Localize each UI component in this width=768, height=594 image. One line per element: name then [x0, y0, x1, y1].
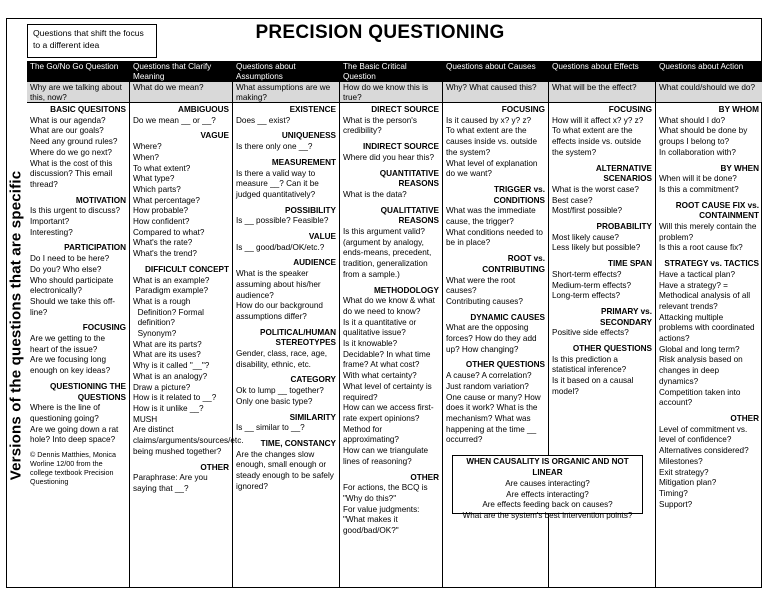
question-line: Ok to lump __ together? [236, 386, 324, 396]
question-line: Is there a valid way to measure __? Can it be judged quantitatively? [236, 168, 322, 199]
question-line: With what certainty? [343, 371, 417, 381]
question-line: Risk analysis based on changes in deep dynamics? [659, 355, 746, 386]
question-line: Is it caused by x? y? z? [446, 115, 532, 125]
causality-line: What are the system's best intervention points? [462, 510, 633, 520]
column-assumptions [232, 61, 339, 588]
question-line: What level of certainty is required? [343, 381, 435, 402]
question-line: How do our background assumptions differ? [236, 301, 326, 321]
question-line: Are we going down a rat hole? Into deep space? [30, 424, 121, 445]
question-line: What is an example? [133, 275, 210, 285]
question-line: Less likely but possible? [552, 243, 641, 253]
question-line: What percentage? [133, 195, 200, 205]
question-line: Most/first possible? [552, 206, 623, 216]
question-line: Attacking multiple problems with coordinated actions? [659, 312, 757, 344]
section-gap [552, 302, 652, 306]
section-title: MEASUREMENT [271, 157, 336, 167]
section-gap [236, 434, 336, 438]
column-body [549, 103, 655, 399]
question-line: What's the rate? [133, 238, 193, 248]
question-line: What is a rough [133, 296, 191, 306]
causality-line: Are causes interacting? [505, 479, 590, 489]
section-title: ROOT vs. CONTRIBUTING [482, 254, 545, 274]
question-line: What is an analogy? [133, 371, 208, 381]
section-gap [659, 254, 759, 258]
question-line: Should we take this off-line? [30, 296, 115, 317]
section-title: ALTERNATIVE SCENARIOS [595, 163, 652, 184]
section-title: QUALITTATIVE REASONS [380, 205, 439, 226]
section-title: STRATEGY vs. TACTICS [664, 259, 759, 269]
question-line: Is this prediction a statistical inference? [552, 354, 627, 375]
section-gap [30, 238, 126, 242]
section-title: PRIMARY vs. SECONDARY [599, 306, 652, 327]
column-header: Questions about Effects [549, 61, 655, 82]
question-line: What are the opposing forces? How do they add up? How changing? [446, 323, 539, 354]
section-title: BASIC QUESITONS [50, 105, 126, 114]
question-line: Most likely cause? [552, 232, 619, 242]
section-title: BY WHOM [718, 105, 759, 114]
question-line: Is it a quantitative or qualitative issue? [343, 317, 419, 338]
question-line: How is it related to __? [133, 393, 217, 403]
question-line: What's the trend? [133, 249, 197, 259]
column-question: What do we mean? [130, 82, 232, 103]
section-title: QUANTITATIVE REASONS [379, 168, 439, 189]
question-line: Exit strategy? [659, 467, 709, 477]
question-line: What are its parts? [133, 339, 202, 349]
column-body [656, 103, 762, 511]
question-line: Timing? [659, 488, 688, 498]
section-title: SIMILARITY [289, 412, 336, 422]
question-line: Positive side effects? [552, 328, 629, 338]
question-line: Draw a picture? [133, 382, 191, 392]
question-line: Long-term effects? [552, 291, 621, 301]
question-line: Are we focusing long enough on key ideas? [30, 355, 111, 376]
question-line: When will it be done? [659, 174, 737, 184]
question-line: How probable? [133, 206, 189, 216]
causality-title: WHEN CAUSALITY IS ORGANIC AND NOT LINEAR [466, 457, 629, 477]
section-title: TRIGGER vs. CONDITIONS [493, 184, 545, 205]
question-line: Gender, class, race, age, disability, ethnic, etc. [236, 349, 330, 369]
question-line: Do we mean __ or __? [133, 115, 216, 125]
column-question: What will be the effect? [549, 82, 655, 103]
section-gap [343, 137, 439, 141]
section-title: OTHER [410, 472, 439, 482]
question-line: How can we access first-rate expert opinions? [343, 403, 434, 423]
question-line: For actions, the BCQ is "Why do this?" [343, 483, 430, 503]
section-gap [552, 159, 652, 163]
section-title: UNIQUENESS [281, 131, 336, 141]
question-line: In collaboration with? [659, 147, 736, 157]
question-line: What were the root causes? [446, 275, 518, 296]
question-line: One cause or many? How does it work? What is the mechanism? What was happening at the time __ occurred? [446, 392, 543, 445]
column-question: What assumptions are we making? [233, 82, 339, 103]
section-gap [236, 153, 336, 157]
question-line: Global and long term? [659, 344, 740, 354]
section-title: TIME, CONSTANCY [260, 438, 336, 448]
question-line: Paraphrase: Are you saying that __? [133, 473, 210, 493]
question-line: Interesting? [30, 227, 73, 237]
section-gap [343, 201, 439, 205]
section-title: POSSIBILITY [285, 205, 336, 215]
question-line: Is this a commitment? [659, 184, 739, 194]
section-title: CATEGORY [290, 375, 336, 385]
column-body [443, 103, 548, 447]
question-line: To what extent are the causes inside vs. outside the system? [446, 126, 540, 157]
question-line: Medium-term effects? [552, 280, 632, 290]
question-line: Where do we go next? [30, 147, 112, 157]
section-gap [30, 377, 126, 381]
column-header: Questions about Action [656, 61, 762, 82]
page-title: PRECISION QUESTIONING [255, 22, 505, 43]
question-line: Mitigation plan? [659, 478, 717, 488]
question-line: To what extent are the effects inside vs. outside the system? [552, 126, 644, 157]
question-line: Which parts? [133, 184, 181, 194]
section-title: FOCUSING [82, 323, 126, 333]
column-header: Questions that Clarify Meaning [130, 61, 232, 82]
question-line: What should be done by groups I belong to? [659, 126, 750, 147]
question-line: Need any ground rules? [30, 137, 118, 147]
question-line: Are distinct claims/arguments/sources/etc. being mushed together? [133, 425, 246, 456]
question-line: Have a tactical plan? [659, 269, 736, 279]
question-line: MUSH [133, 414, 158, 424]
section-gap [552, 217, 652, 221]
section-title: VALUE [308, 232, 336, 242]
question-line: Support? [659, 499, 693, 509]
question-line: definition? [133, 318, 175, 328]
question-line: How confident? [133, 217, 190, 227]
section-title: FOCUSING [608, 105, 652, 114]
copyright-note: © Dennis Matthies, Monica Worline 12/00 from the college textbook Precision Questioning [30, 450, 116, 487]
question-line: What is our agenda? [30, 115, 106, 125]
question-line: Why is it called "__"? [133, 361, 210, 371]
shift-focus-box: Questions that shift the focus to a different idea [27, 24, 157, 58]
column-header: The Basic Critical Question [340, 61, 442, 82]
column-question: Why? What caused this? [443, 82, 548, 103]
section-title: MOTIVATION [75, 195, 126, 205]
column-body [27, 103, 129, 487]
question-line: What conditions needed to be in place? [446, 227, 546, 248]
question-line: Will this merely contain the problem? [659, 222, 759, 242]
question-line: Where is the line of questioning going? [30, 403, 103, 423]
section-title: INDIRECT SOURCE [363, 142, 439, 152]
question-line: What is the worst case? [552, 184, 639, 194]
question-line: Paradigm example? [133, 286, 209, 296]
question-line: What are our goals? [30, 126, 104, 136]
question-line: What should I do? [659, 115, 725, 125]
question-line: Just random variation? [446, 381, 529, 391]
column-header: Questions about Causes [443, 61, 548, 82]
section-gap [552, 254, 652, 258]
question-line: When? [133, 152, 159, 162]
section-gap [236, 323, 336, 327]
question-line: Where did you hear this? [343, 152, 435, 162]
question-line: What is the data? [343, 189, 407, 199]
question-line: What was the immediate cause, the trigger? [446, 206, 538, 227]
section-gap [343, 281, 439, 285]
question-line: To what extent? [133, 163, 191, 173]
question-line: Level of commitment vs. level of confidence? [659, 424, 750, 445]
column-clarify-meaning [129, 61, 246, 588]
question-line: Is this urgent to discuss? Important? [30, 206, 123, 227]
question-line: For value judgments: "What makes it good/bad/OK?" [343, 504, 422, 536]
question-line: How is it unlike __? [133, 403, 204, 413]
section-gap [446, 249, 545, 253]
question-line: What is the person's credibility? [343, 115, 420, 136]
question-line: A cause? A correlation? [446, 371, 532, 381]
column-action [655, 61, 762, 588]
causality-line: Are effects feeding back on causes? [482, 500, 613, 510]
question-line: Contributing causes? [446, 296, 523, 306]
section-title: EXISTENCE [289, 105, 336, 114]
section-title: AMBIGUOUS [178, 105, 229, 114]
section-gap [659, 159, 759, 163]
section-gap [659, 196, 759, 200]
column-body [340, 103, 442, 538]
causality-line: Are effects interacting? [506, 489, 589, 499]
question-line: What are its uses? [133, 350, 201, 360]
section-gap [343, 164, 439, 168]
column-critical-question [339, 61, 442, 588]
question-line: Method for approximating? [343, 424, 399, 445]
section-title: POLITICAL/HUMAN STEREOTYPES [260, 327, 336, 348]
column-body [130, 103, 246, 496]
question-line: Is this argument valid? (argument by analogy, ends-means, precedent, tradition, generalization from a sample.) [343, 227, 434, 279]
section-gap [236, 370, 336, 374]
section-gap [446, 180, 545, 184]
question-line: Competition taken into account? [659, 387, 743, 408]
section-gap [236, 408, 336, 412]
section-gap [30, 191, 126, 195]
question-line: What is the speaker assuming about his/her audience? [236, 269, 323, 300]
section-gap [659, 409, 759, 413]
question-line: Do I need to be here? [30, 254, 110, 264]
section-gap [236, 253, 336, 257]
section-gap [236, 126, 336, 130]
section-title: DIFFICULT CONCEPT [145, 264, 229, 274]
section-title: ROOT CAUSE FIX vs. CONTAINMENT [675, 200, 759, 221]
section-title: QUESTIONING THE QUESTIONS [50, 381, 126, 402]
section-title: TIME SPAN [608, 259, 652, 269]
section-title: PROBABILITY [596, 222, 652, 232]
question-line: Where? [133, 142, 162, 152]
question-line: Are the changes slow enough, small enough or steady enough to be safely ignored? [236, 449, 337, 491]
question-line: Is __ good/bad/OK/etc.? [236, 242, 325, 252]
question-line: Who should participate electronically? [30, 275, 116, 296]
section-gap [236, 227, 336, 231]
question-line: Is __ possible? Feasible? [236, 216, 329, 226]
question-line: How will it affect x? y? z? [552, 115, 644, 125]
question-line: How can we triangulate lines of reasoning? [343, 446, 431, 466]
question-line: Is there only one __? [236, 142, 313, 152]
question-line: Do you? Who else? [30, 264, 102, 274]
column-question: Why are we talking about this, now? [27, 82, 129, 103]
question-line: Synonym? [133, 329, 177, 339]
column-body [233, 103, 339, 494]
section-title: DIRECT SOURCE [371, 105, 439, 114]
vertical-label-text: Versions of the questions that are specific [7, 170, 25, 480]
column-question: What could/should we do? [656, 82, 762, 103]
column-header: The Go/No Go Question [27, 61, 129, 82]
column-header: Questions about Assumptions [233, 61, 339, 82]
section-gap [343, 468, 439, 472]
question-line: What type? [133, 174, 175, 184]
section-gap [236, 201, 336, 205]
section-title: AUDIENCE [293, 258, 336, 268]
question-line: Alternatives considered? [659, 446, 749, 456]
question-line: Best case? [552, 195, 593, 205]
section-title: OTHER QUESTIONS [572, 344, 652, 354]
section-gap [446, 355, 545, 359]
vertical-label [6, 62, 26, 588]
section-gap [133, 458, 229, 462]
section-title: OTHER [730, 413, 759, 423]
causality-box [452, 455, 643, 520]
question-line: Have a strategy? = Methodical analysis of all relevant trends? [659, 280, 753, 311]
question-line: What do we know & what do we need to know? [343, 296, 438, 316]
question-line: Is __ similar to __? [236, 423, 305, 433]
column-go-no-go [27, 61, 129, 588]
section-title: FOCUSING [501, 105, 545, 114]
question-line: Is it knowable? [343, 339, 398, 349]
section-title: BY WHEN [720, 163, 759, 173]
section-gap [133, 126, 229, 130]
question-line: Short-term effects? [552, 269, 622, 279]
section-title: OTHER QUESTIONS [465, 360, 545, 370]
section-gap [30, 318, 126, 322]
question-line: Decidable? In what time frame? At what cost? [343, 349, 433, 370]
question-line: Is it based on a causal model? [552, 376, 636, 396]
question-line: Milestones? [659, 456, 703, 466]
column-question: How do we know this is true? [340, 82, 442, 103]
question-line: Only one basic type? [236, 396, 313, 406]
section-title: DYNAMIC CAUSES [470, 312, 545, 322]
section-title: METHODOLOGY [373, 285, 439, 295]
section-title: VAGUE [200, 131, 229, 141]
section-gap [446, 308, 545, 312]
question-line: Definition? Formal [133, 307, 204, 317]
section-title: PARTICIPATION [64, 243, 126, 253]
question-line: Compared to what? [133, 227, 205, 237]
question-line: Are we getting to the heart of the issue? [30, 334, 108, 354]
section-gap [552, 339, 652, 343]
section-gap [133, 260, 229, 264]
question-line: Does __ exist? [236, 115, 291, 125]
question-line: Is this a root cause fix? [659, 243, 743, 253]
questions-grid [27, 61, 762, 588]
question-line: What level of explanation do we want? [446, 158, 540, 179]
section-title: OTHER [200, 462, 229, 472]
question-line: What is the cost of this discussion? This email thread? [30, 158, 115, 189]
